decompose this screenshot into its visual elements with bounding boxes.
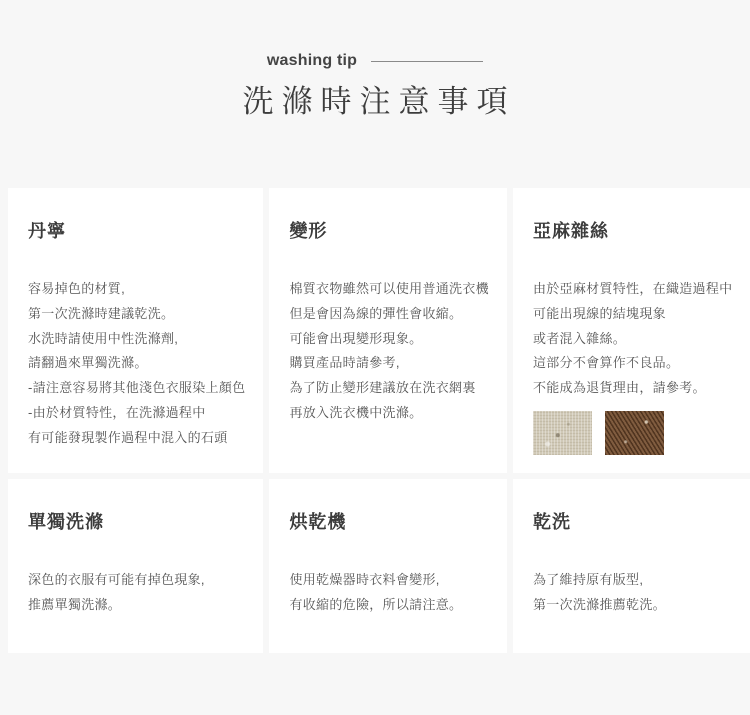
card-text-line: 購買產品時請參考, xyxy=(289,355,400,371)
card-text-line: 深色的衣服有可能有掉色現象, xyxy=(28,572,205,587)
card-text-line: 為了防止變形建議放在洗衣網裏 xyxy=(289,380,476,396)
card-text-line: 有收縮的危險，所以請注意。 xyxy=(289,596,463,612)
card-text-line: 使用乾燥器時衣料會變形, xyxy=(289,572,440,587)
card-title: 乾洗 xyxy=(532,512,571,532)
card-body xyxy=(28,568,245,618)
card-text-line: 或者混入雜絲。 xyxy=(532,330,627,346)
card-text-line: 但是會因為線的彈性會收縮。 xyxy=(289,305,463,321)
card-dry-cleaning xyxy=(513,479,750,653)
card-text-line: 有可能發現製作過程中混入的石頭 xyxy=(28,429,228,445)
card-body xyxy=(28,277,245,451)
page-title: 洗滌時注意事項 xyxy=(242,84,516,119)
card-text-line: 第一次洗滌時建議乾洗。 xyxy=(28,305,175,321)
card-text-line: 這部分不會算作不良品。 xyxy=(532,355,680,371)
card-body xyxy=(289,568,489,618)
card-text-line: 請翻過來單獨洗滌。 xyxy=(28,355,148,371)
divider-line xyxy=(371,61,483,62)
section-label: washing tip xyxy=(266,51,358,69)
card-text-line: -由於材質特性，在洗滌過程中 xyxy=(28,404,206,420)
card-text-line: 不能成為退貨理由，請參考。 xyxy=(532,380,706,396)
card-deformation xyxy=(269,188,507,473)
card-text-line: 水洗時請使用中性洗滌劑, xyxy=(28,330,179,346)
section-label-row xyxy=(0,52,750,69)
card-text-line: 可能出現線的結塊現象 xyxy=(532,305,666,321)
card-text-line: 為了維持原有版型, xyxy=(532,572,644,587)
card-text-line: 第一次洗滌推薦乾洗。 xyxy=(532,596,666,612)
card-text-line: 由於亞麻材質特性，在織造過程中 xyxy=(532,281,733,296)
card-body xyxy=(533,568,733,618)
card-text-line: 再放入洗衣機中洗滌。 xyxy=(289,404,423,420)
card-text-line: 棉質衣物雖然可以使用普通洗衣機 xyxy=(289,281,489,296)
card-title: 單獨洗滌 xyxy=(28,512,104,532)
brown-twill-fabric-swatch xyxy=(605,411,664,455)
fabric-swatches xyxy=(533,411,733,455)
card-title: 亞麻雜絲 xyxy=(532,221,609,241)
header xyxy=(0,0,750,121)
card-linen-threads xyxy=(513,188,750,473)
card-title: 變形 xyxy=(289,221,328,241)
card-text-line: 推薦單獨洗滌。 xyxy=(28,596,122,612)
card-body xyxy=(533,277,733,401)
card-body xyxy=(289,277,489,426)
card-title: 丹寧 xyxy=(28,221,66,241)
card-text-line: -請注意容易將其他淺色衣服染上顏色 xyxy=(28,380,246,396)
card-dryer xyxy=(269,479,507,653)
card-separate-washing xyxy=(8,479,263,653)
card-text-line: 可能會出現變形現象。 xyxy=(289,330,423,346)
cards-grid xyxy=(8,188,742,653)
linen-fabric-swatch xyxy=(533,411,592,455)
card-denim xyxy=(8,188,263,473)
card-text-line: 容易掉色的材質, xyxy=(28,281,126,296)
card-title: 烘乾機 xyxy=(289,512,347,532)
